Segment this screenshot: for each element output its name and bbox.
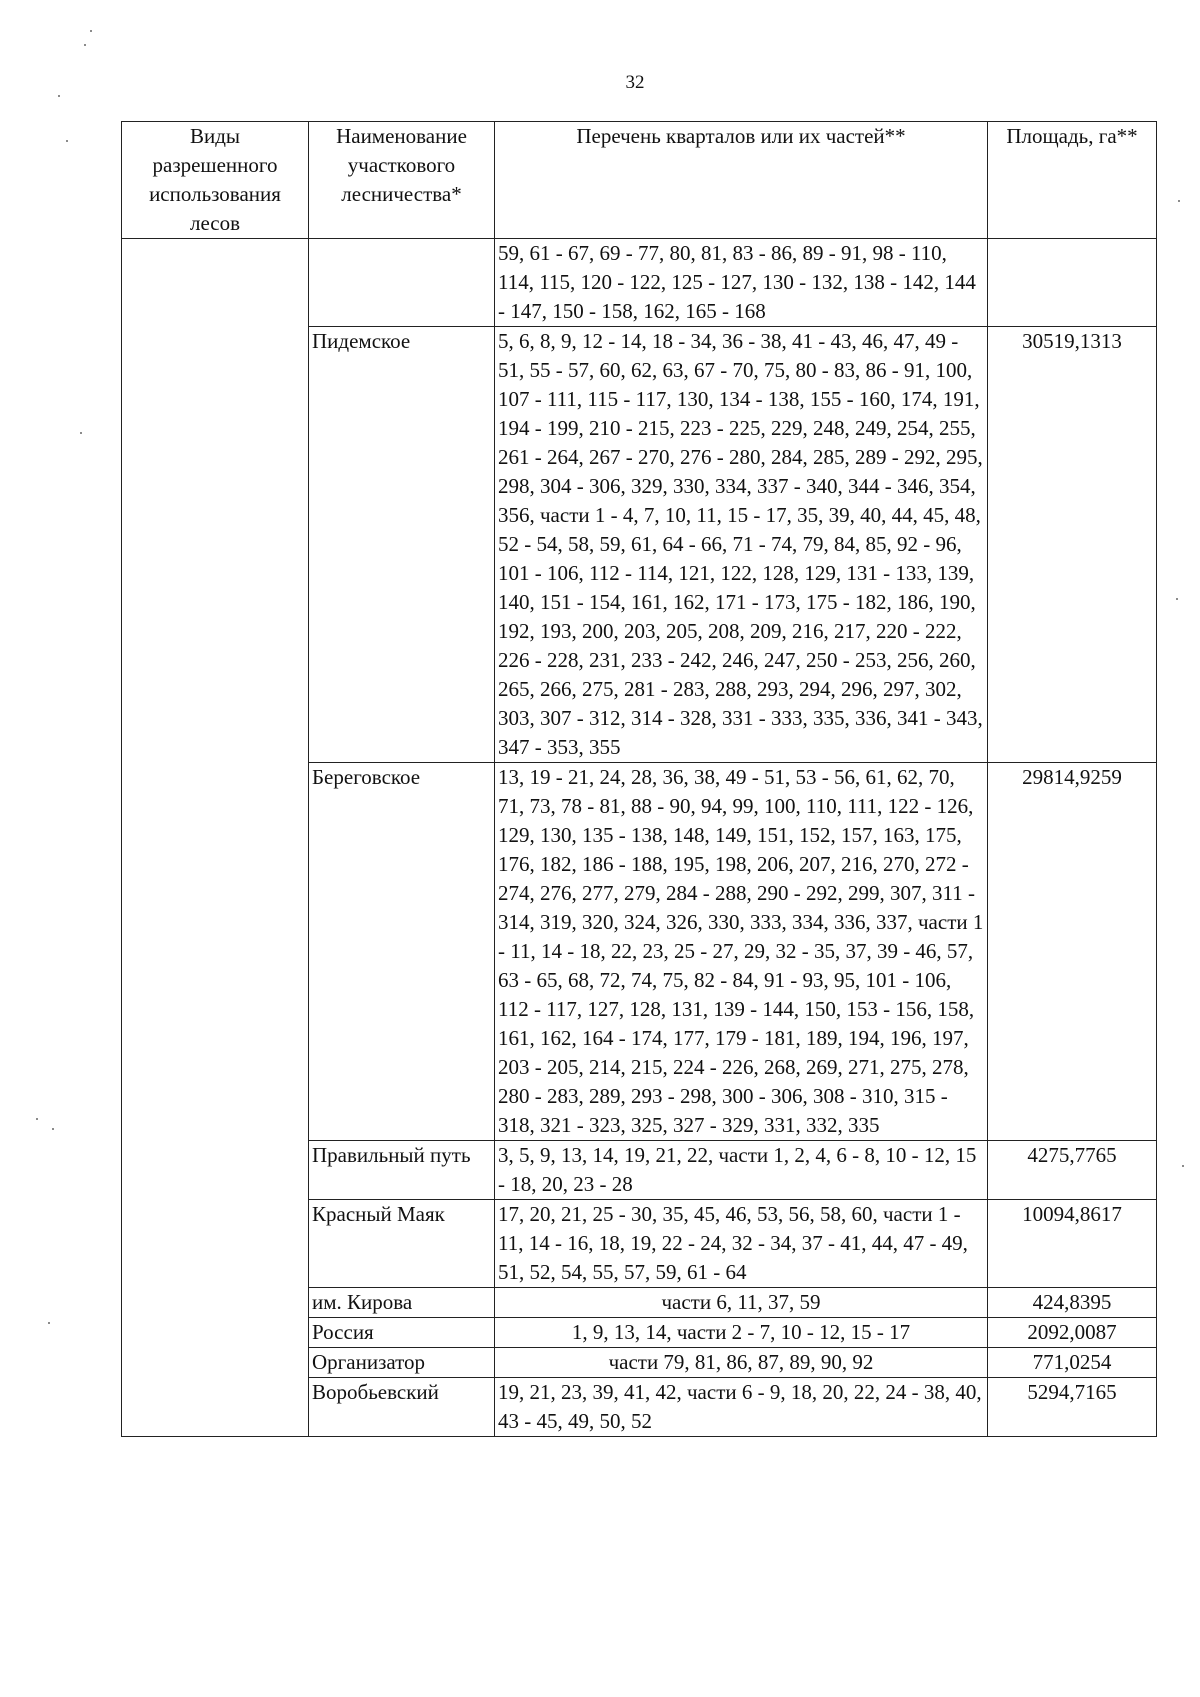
header-area: Площадь, га**: [988, 122, 1157, 239]
district-cell: Россия: [309, 1318, 495, 1348]
quarters-cell: части 6, 11, 37, 59: [495, 1288, 988, 1318]
scan-speck: [1182, 1165, 1184, 1167]
scan-speck: [84, 44, 86, 46]
district-cell: им. Кирова: [309, 1288, 495, 1318]
area-cell: 5294,7165: [988, 1378, 1157, 1437]
scan-speck: [58, 95, 60, 97]
table-header-row: [122, 122, 1157, 239]
area-cell: 4275,7765: [988, 1141, 1157, 1200]
scan-speck: [52, 1128, 54, 1130]
forest-quarters-table: [121, 121, 1157, 1437]
district-cell: Береговское: [309, 763, 495, 1141]
quarters-cell: 5, 6, 8, 9, 12 - 14, 18 - 34, 36 - 38, 41 - 43, 46, 47, 49 - 51, 55 - 57, 60, 62, 63, 67 - 70, 75, 80 - 83, 86 - 91, 100, 107 - 111, 115 - 117, 130, 134 - 138, 155 - 160, 174, 191, 194 - 199, 210 - 215, 223 - 225, 229, 248, 249, 254, 255, 261 - 264, 267 - 270, 276 - 280, 284, 285, 289 - 292, 295, 298, 304 - 306, 329, 330, 334, 337 - 340, 344 - 346, 354, 356, части 1 - 4, 7, 10, 11, 15 - 17, 35, 39, 40, 44, 45, 48, 52 - 54, 58, 59, 61, 64 - 66, 71 - 74, 79, 84, 85, 92 - 96, 101 - 106, 112 - 114, 121, 122, 128, 129, 131 - 133, 139, 140, 151 - 154, 161, 162, 171 - 173, 175 - 182, 186, 190, 192, 193, 200, 203, 205, 208, 209, 216, 217, 220 - 222, 226 - 228, 231, 233 - 242, 246, 247, 250 - 253, 256, 260, 265, 266, 275, 281 - 283, 288, 293, 294, 296, 297, 302, 303, 307 - 312, 314 - 328, 331 - 333, 335, 336, 341 - 343, 347 - 353, 355: [495, 327, 988, 763]
header-usage-type: Виды разрешенного использования лесов: [122, 122, 309, 239]
area-cell: 29814,9259: [988, 763, 1157, 1141]
scan-speck: [80, 432, 82, 434]
area-cell: 30519,1313: [988, 327, 1157, 763]
quarters-cell: 3, 5, 9, 13, 14, 19, 21, 22, части 1, 2, 4, 6 - 8, 10 - 12, 15 - 18, 20, 23 - 28: [495, 1141, 988, 1200]
scan-speck: [48, 1322, 50, 1324]
area-cell: [988, 239, 1157, 327]
usage-type-cell: [122, 239, 309, 1437]
table-row: [122, 239, 1157, 327]
area-cell: 10094,8617: [988, 1200, 1157, 1288]
scan-speck: [1178, 200, 1180, 202]
scan-speck: [36, 1118, 38, 1120]
header-quarters-list: Перечень кварталов или их частей**: [495, 122, 988, 239]
quarters-cell: 19, 21, 23, 39, 41, 42, части 6 - 9, 18, 20, 22, 24 - 38, 40, 43 - 45, 49, 50, 52: [495, 1378, 988, 1437]
district-cell: Воробьевский: [309, 1378, 495, 1437]
district-cell: Организатор: [309, 1348, 495, 1378]
district-cell: Красный Маяк: [309, 1200, 495, 1288]
scan-speck: [1176, 598, 1178, 600]
area-cell: 2092,0087: [988, 1318, 1157, 1348]
quarters-cell: 59, 61 - 67, 69 - 77, 80, 81, 83 - 86, 89 - 91, 98 - 110, 114, 115, 120 - 122, 125 - 127, 130 - 132, 138 - 142, 144 - 147, 150 - 158, 162, 165 - 168: [495, 239, 988, 327]
quarters-cell: части 79, 81, 86, 87, 89, 90, 92: [495, 1348, 988, 1378]
quarters-cell: 1, 9, 13, 14, части 2 - 7, 10 - 12, 15 - 17: [495, 1318, 988, 1348]
scan-speck: [90, 30, 92, 32]
quarters-cell: 17, 20, 21, 25 - 30, 35, 45, 46, 53, 56, 58, 60, части 1 - 11, 14 - 16, 18, 19, 22 - 24, 32 - 34, 37 - 41, 44, 47 - 49, 51, 52, 54, 55, 57, 59, 61 - 64: [495, 1200, 988, 1288]
page-number: 32: [625, 72, 645, 93]
header-district-name: Наименование участкового лесничества*: [309, 122, 495, 239]
quarters-cell: 13, 19 - 21, 24, 28, 36, 38, 49 - 51, 53 - 56, 61, 62, 70, 71, 73, 78 - 81, 88 - 90, 94, 99, 100, 110, 111, 122 - 126, 129, 130, 135 - 138, 148, 149, 151, 152, 157, 163, 175, 176, 182, 186 - 188, 195, 198, 206, 207, 216, 270, 272 - 274, 276, 277, 279, 284 - 288, 290 - 292, 299, 307, 311 - 314, 319, 320, 324, 326, 330, 333, 334, 336, 337, части 1 - 11, 14 - 18, 22, 23, 25 - 27, 29, 32 - 35, 37, 39 - 46, 57, 63 - 65, 68, 72, 74, 75, 82 - 84, 91 - 93, 95, 101 - 106, 112 - 117, 127, 128, 131, 139 - 144, 150, 153 - 156, 158, 161, 162, 164 - 174, 177, 179 - 181, 189, 194, 196, 197, 203 - 205, 214, 215, 224 - 226, 268, 269, 271, 275, 278, 280 - 283, 289, 293 - 298, 300 - 306, 308 - 310, 315 - 318, 321 - 323, 325, 327 - 329, 331, 332, 335: [495, 763, 988, 1141]
scan-speck: [66, 140, 68, 142]
district-cell: Правильный путь: [309, 1141, 495, 1200]
district-cell: Пидемское: [309, 327, 495, 763]
area-cell: 771,0254: [988, 1348, 1157, 1378]
district-cell: [309, 239, 495, 327]
area-cell: 424,8395: [988, 1288, 1157, 1318]
